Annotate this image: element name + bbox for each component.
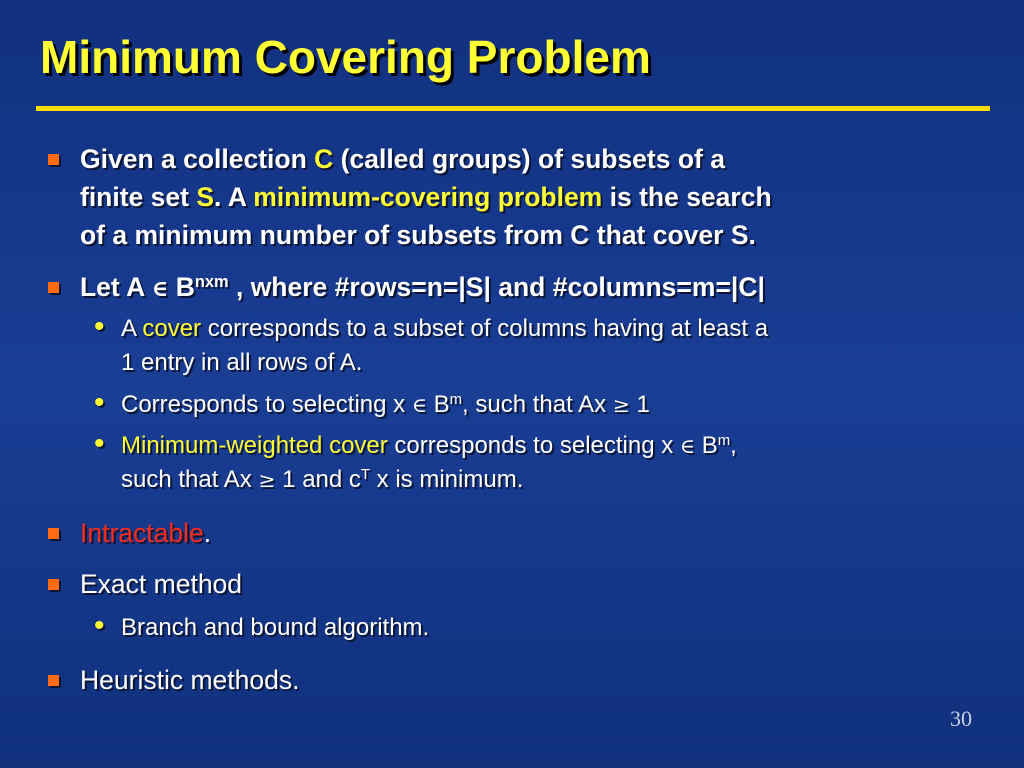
bullet-intractable <box>80 514 980 552</box>
bullet-collection <box>80 140 980 254</box>
bullet-let-a <box>80 268 980 308</box>
text: 1 and c <box>275 466 361 493</box>
square-bullet-icon <box>48 154 59 165</box>
text: , such that Ax <box>462 391 613 418</box>
text: finite set <box>80 182 197 212</box>
text: Given a collection <box>80 144 315 174</box>
dot-bullet-icon: • <box>94 386 105 419</box>
element-of-symbol: ∈ <box>411 393 427 417</box>
text: B <box>695 432 718 459</box>
superscript: nxm <box>194 272 229 291</box>
highlight-C: C <box>314 144 334 174</box>
superscript: m <box>717 432 731 449</box>
text: B <box>168 272 195 302</box>
text: such that Ax <box>121 466 259 493</box>
geq-symbol: ≥ <box>612 393 630 417</box>
text: (called groups) of subsets of a <box>333 144 725 174</box>
square-bullet-icon <box>48 528 59 539</box>
sub-bullet-cover <box>94 310 981 380</box>
text: Exact method <box>80 569 243 599</box>
dot-bullet-icon: • <box>94 427 105 460</box>
dot-bullet-icon: • <box>94 609 105 642</box>
bullet-heuristic-methods <box>80 661 980 699</box>
text: A <box>121 315 143 342</box>
text: . <box>203 518 212 548</box>
title-underline <box>36 106 990 111</box>
sub-bullet-selecting <box>94 386 981 422</box>
sub-bullet-branch-and-bound <box>94 609 981 645</box>
square-bullet-icon <box>48 675 59 686</box>
text: , <box>730 432 737 459</box>
text: Heuristic methods. <box>80 665 300 695</box>
element-of-symbol: ∈ <box>151 276 169 302</box>
square-bullet-icon <box>48 579 59 590</box>
text: is the search <box>602 182 772 212</box>
slide-title: Minimum Covering Problem <box>40 31 651 83</box>
text: B <box>426 391 450 418</box>
text: , where #rows=n=|S| and #columns=m=|C| <box>228 272 765 302</box>
text: Corresponds to selecting x <box>121 391 412 418</box>
text: x is minimum. <box>370 466 524 493</box>
page-number: 30 <box>950 706 972 731</box>
highlight-intractable: Intractable <box>80 518 204 548</box>
square-bullet-icon <box>48 282 59 293</box>
geq-symbol: ≥ <box>258 468 276 492</box>
element-of-symbol: ∈ <box>679 434 696 458</box>
text: corresponds to a subset of columns having at least a <box>201 315 769 342</box>
highlight-term: cover <box>142 315 202 342</box>
dot-bullet-icon: • <box>94 310 105 343</box>
highlight-S: S <box>196 182 215 212</box>
highlight-term: Minimum-weighted cover <box>121 432 388 459</box>
highlight-term: minimum-covering problem <box>253 182 603 212</box>
text: corresponds to selecting x <box>387 432 680 459</box>
sub-bullet-weighted <box>94 427 981 497</box>
text: 1 <box>629 391 650 418</box>
text: of a minimum number of subsets from C that cover S. <box>80 220 756 250</box>
bullet-exact-method <box>80 565 980 603</box>
superscript: m <box>449 391 463 408</box>
superscript: T <box>360 466 371 483</box>
text: Branch and bound algorithm. <box>121 614 430 641</box>
text: 1 entry in all rows of A. <box>121 349 363 376</box>
text: Let A <box>80 272 152 302</box>
text: . A <box>214 182 254 212</box>
